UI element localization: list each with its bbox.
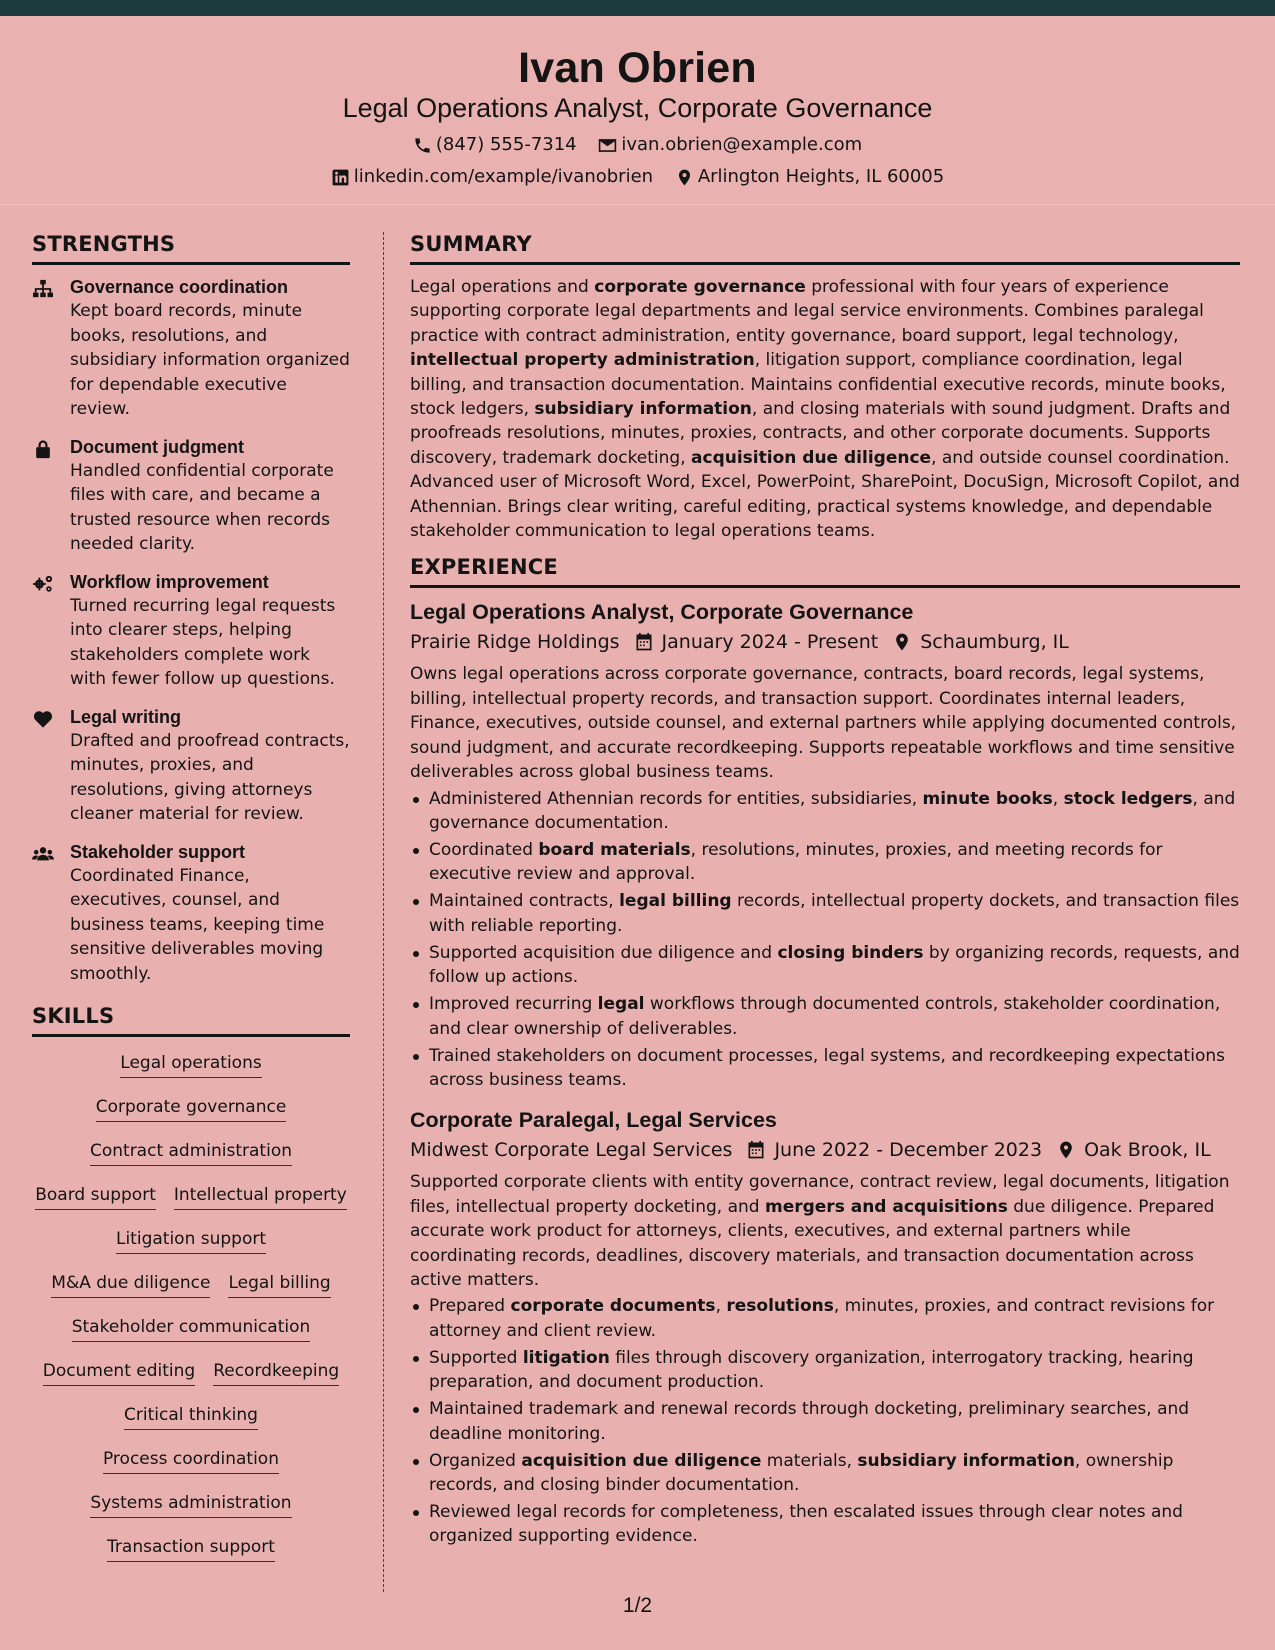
- summary-part: , litigation support, compliance coordination, legal billing, and transaction documentation. Maintains confidential executive records, minute books, stock ledgers,: [410, 350, 1226, 420]
- summary-part: , and closing materials with sound judgment. Drafts and proofreads resolutions, minutes, proxies, contracts, and other corporate documents. Supports discovery, trademark docketing,: [410, 399, 1231, 468]
- job-company: Prairie Ridge Holdings: [410, 631, 620, 654]
- phone-icon: [413, 136, 432, 155]
- email-text: ivan.obrien@example.com: [621, 134, 863, 155]
- bullet-item: Reviewed legal records for completeness, then escalated issues through clear notes and organized supporting evidence.: [410, 1500, 1240, 1549]
- strength-title: Governance coordination: [70, 277, 289, 297]
- job-bullets: [410, 1294, 1240, 1548]
- bullet-item: Supported litigation files through discovery organization, interrogatory tracking, hearing preparation, and document production.: [410, 1346, 1240, 1395]
- job-bullets: [410, 787, 1240, 1093]
- strength-title: Document judgment: [70, 436, 244, 457]
- heart-icon: [32, 709, 54, 729]
- top-accent-bar: [0, 0, 1275, 16]
- skill-tag: Process coordination: [103, 1447, 279, 1474]
- skills-list: [32, 1051, 350, 1579]
- strength-title: Stakeholder support: [70, 841, 246, 862]
- strength-item: [32, 570, 350, 692]
- calendar-icon: [746, 1140, 766, 1160]
- bullet-item: Administered Athennian records for entities, subsidiaries, minute books, stock ledgers, and governance documentation.: [410, 787, 1240, 836]
- skill-tag: Board support: [35, 1183, 156, 1210]
- summary-emphasis: corporate governance: [594, 277, 806, 297]
- location-item: [675, 165, 944, 189]
- job-meta: [410, 1136, 1240, 1164]
- job-description: Supported corporate clients with entity governance, contract review, legal documents, litigation files, intellectual property docketing, and mergers and acquisitions due diligence. Prepared accurate work product for attorneys, clients, executives, and external partners while coordinating records, deadlines, discovery materials, and transaction documentation across active matters.: [410, 1172, 1230, 1290]
- bullet-item: Supported acquisition due diligence and closing binders by organizing records, requests, and follow up actions.: [410, 941, 1240, 990]
- calendar-icon: [634, 632, 654, 652]
- org-chart-icon: [32, 279, 54, 299]
- skill-tag: Legal billing: [228, 1271, 330, 1298]
- bullet-item: Coordinated board materials, resolutions, minutes, proxies, and meeting records for executive review and approval.: [410, 838, 1240, 887]
- summary-heading: SUMMARY: [410, 230, 1240, 265]
- summary-emphasis: intellectual property administration: [410, 350, 755, 371]
- job-entry: [410, 598, 1240, 1092]
- bullet-item: Maintained trademark and renewal records through docketing, preliminary searches, and deadline monitoring.: [410, 1397, 1240, 1446]
- bullet-item: Organized acquisition due diligence materials, subsidiary information, ownership records, and closing binder documentation.: [410, 1449, 1240, 1498]
- strength-title: Workflow improvement: [70, 571, 269, 592]
- job-meta: [410, 628, 1240, 656]
- job-location: Schaumburg, IL: [920, 631, 1069, 654]
- bullet-item: Trained stakeholders on document processes, legal systems, and recordkeeping expectations across business teams.: [410, 1044, 1240, 1093]
- skill-tag: Litigation support: [116, 1227, 266, 1254]
- lock-icon: [32, 439, 54, 459]
- skill-tag: Document editing: [43, 1359, 195, 1386]
- left-column: [32, 230, 350, 1579]
- map-pin-icon: [1056, 1140, 1076, 1160]
- summary-part: , and outside counsel coordination. Advanced user of Microsoft Word, Excel, PowerPoint, SharePoint, DocuSign, Microsoft Copilot, and Athennian. Brings clear writing, careful editing, practical systems knowledge, and dependable stakeholder communication to legal operations teams.: [410, 447, 1240, 542]
- map-pin-icon: [675, 168, 694, 187]
- skill-tag: Critical thinking: [124, 1403, 258, 1430]
- skills-heading: SKILLS: [32, 1002, 350, 1037]
- strength-desc: Drafted and proofread contracts, minutes, proxies, and resolutions, giving attorneys cleaner material for review.: [70, 730, 350, 824]
- skill-tag: Legal operations: [120, 1051, 261, 1078]
- strength-item: [32, 705, 350, 827]
- skill-tag: Contract administration: [90, 1139, 292, 1166]
- job-description: Owns legal operations across corporate governance, contracts, board records, legal systems, billing, intellectual property records, and transaction support. Coordinates internal leaders, Finance, executives, outside counsel, and external partners while applying documented controls, sound judgment, and accurate recordkeeping. Supports repeatable workflows and time sensitive deliverables across global business teams.: [410, 664, 1237, 783]
- job-dates: January 2024 - Present: [661, 631, 879, 654]
- skill-tag: M&A due diligence: [51, 1271, 210, 1298]
- resume-header: [0, 16, 1275, 205]
- strengths-heading: STRENGTHS: [32, 230, 350, 265]
- summary-part: Legal operations and: [410, 277, 595, 297]
- phone-item[interactable]: [413, 133, 577, 157]
- strength-item: [32, 840, 350, 987]
- column-divider: [383, 232, 384, 1592]
- job-location: Oak Brook, IL: [1084, 1139, 1211, 1162]
- candidate-title: Legal Operations Analyst, Corporate Governance: [342, 93, 933, 123]
- map-pin-icon: [892, 632, 912, 652]
- bullet-item: Prepared corporate documents, resolutions, minutes, proxies, and contract revisions for attorney and client review.: [410, 1294, 1240, 1343]
- summary-part: professional with four years of experience supporting corporate legal departments and legal service environments. Combines paralegal practice with contract administration, entity governance, board support, legal technology,: [410, 277, 1204, 346]
- strength-item: [32, 435, 350, 557]
- page-number: 1/2: [622, 1594, 653, 1617]
- job-title: Corporate Paralegal, Legal Services: [410, 1108, 777, 1133]
- job-dates: June 2022 - December 2023: [774, 1139, 1043, 1162]
- skill-tag: Intellectual property: [174, 1183, 347, 1210]
- strength-title: Legal writing: [70, 706, 182, 727]
- strength-item: [32, 275, 350, 422]
- summary-text: [410, 275, 1240, 543]
- linkedin-item[interactable]: [331, 165, 653, 189]
- gears-icon: [32, 574, 54, 594]
- job-title: Legal Operations Analyst, Corporate Governance: [410, 600, 914, 625]
- email-item[interactable]: [598, 133, 862, 157]
- strength-desc: Turned recurring legal requests into clearer steps, helping stakeholders complete work with fewer follow up questions.: [70, 595, 336, 689]
- job-company: Midwest Corporate Legal Services: [410, 1139, 733, 1162]
- candidate-name: Ivan Obrien: [518, 44, 757, 92]
- contact-row: [0, 133, 1275, 162]
- summary-emphasis: acquisition due diligence: [691, 447, 932, 468]
- linkedin-icon: [331, 168, 350, 187]
- job-entry: [410, 1106, 1240, 1548]
- linkedin-text: linkedin.com/example/ivanobrien: [353, 166, 654, 187]
- skill-tag: Transaction support: [107, 1535, 275, 1562]
- contact-row-2: [0, 165, 1275, 194]
- envelope-icon: [598, 136, 617, 155]
- bullet-item: Maintained contracts, legal billing records, intellectual property dockets, and transaction files with reliable reporting.: [410, 889, 1240, 938]
- strength-desc: Kept board records, minute books, resolutions, and subsidiary information organized for dependable executive review.: [70, 301, 350, 419]
- skill-tag: Recordkeeping: [213, 1359, 339, 1386]
- experience-heading: EXPERIENCE: [410, 553, 1240, 588]
- users-icon: [32, 844, 54, 864]
- right-column: [410, 230, 1240, 1551]
- skill-tag: Corporate governance: [96, 1095, 287, 1122]
- summary-emphasis: subsidiary information: [534, 399, 752, 420]
- strength-desc: Handled confidential corporate files with care, and became a trusted resource when records needed clarity.: [70, 460, 334, 554]
- bullet-item: Improved recurring legal workflows through documented controls, stakeholder coordination, and clear ownership of deliverables.: [410, 992, 1240, 1041]
- skill-tag: Systems administration: [90, 1491, 291, 1518]
- phone-text: (847) 555-7314: [435, 134, 577, 155]
- strength-desc: Coordinated Finance, executives, counsel, and business teams, keeping time sensitive deliverables moving smoothly.: [70, 865, 325, 984]
- location-text: Arlington Heights, IL 60005: [697, 166, 945, 187]
- skill-tag: Stakeholder communication: [72, 1315, 311, 1342]
